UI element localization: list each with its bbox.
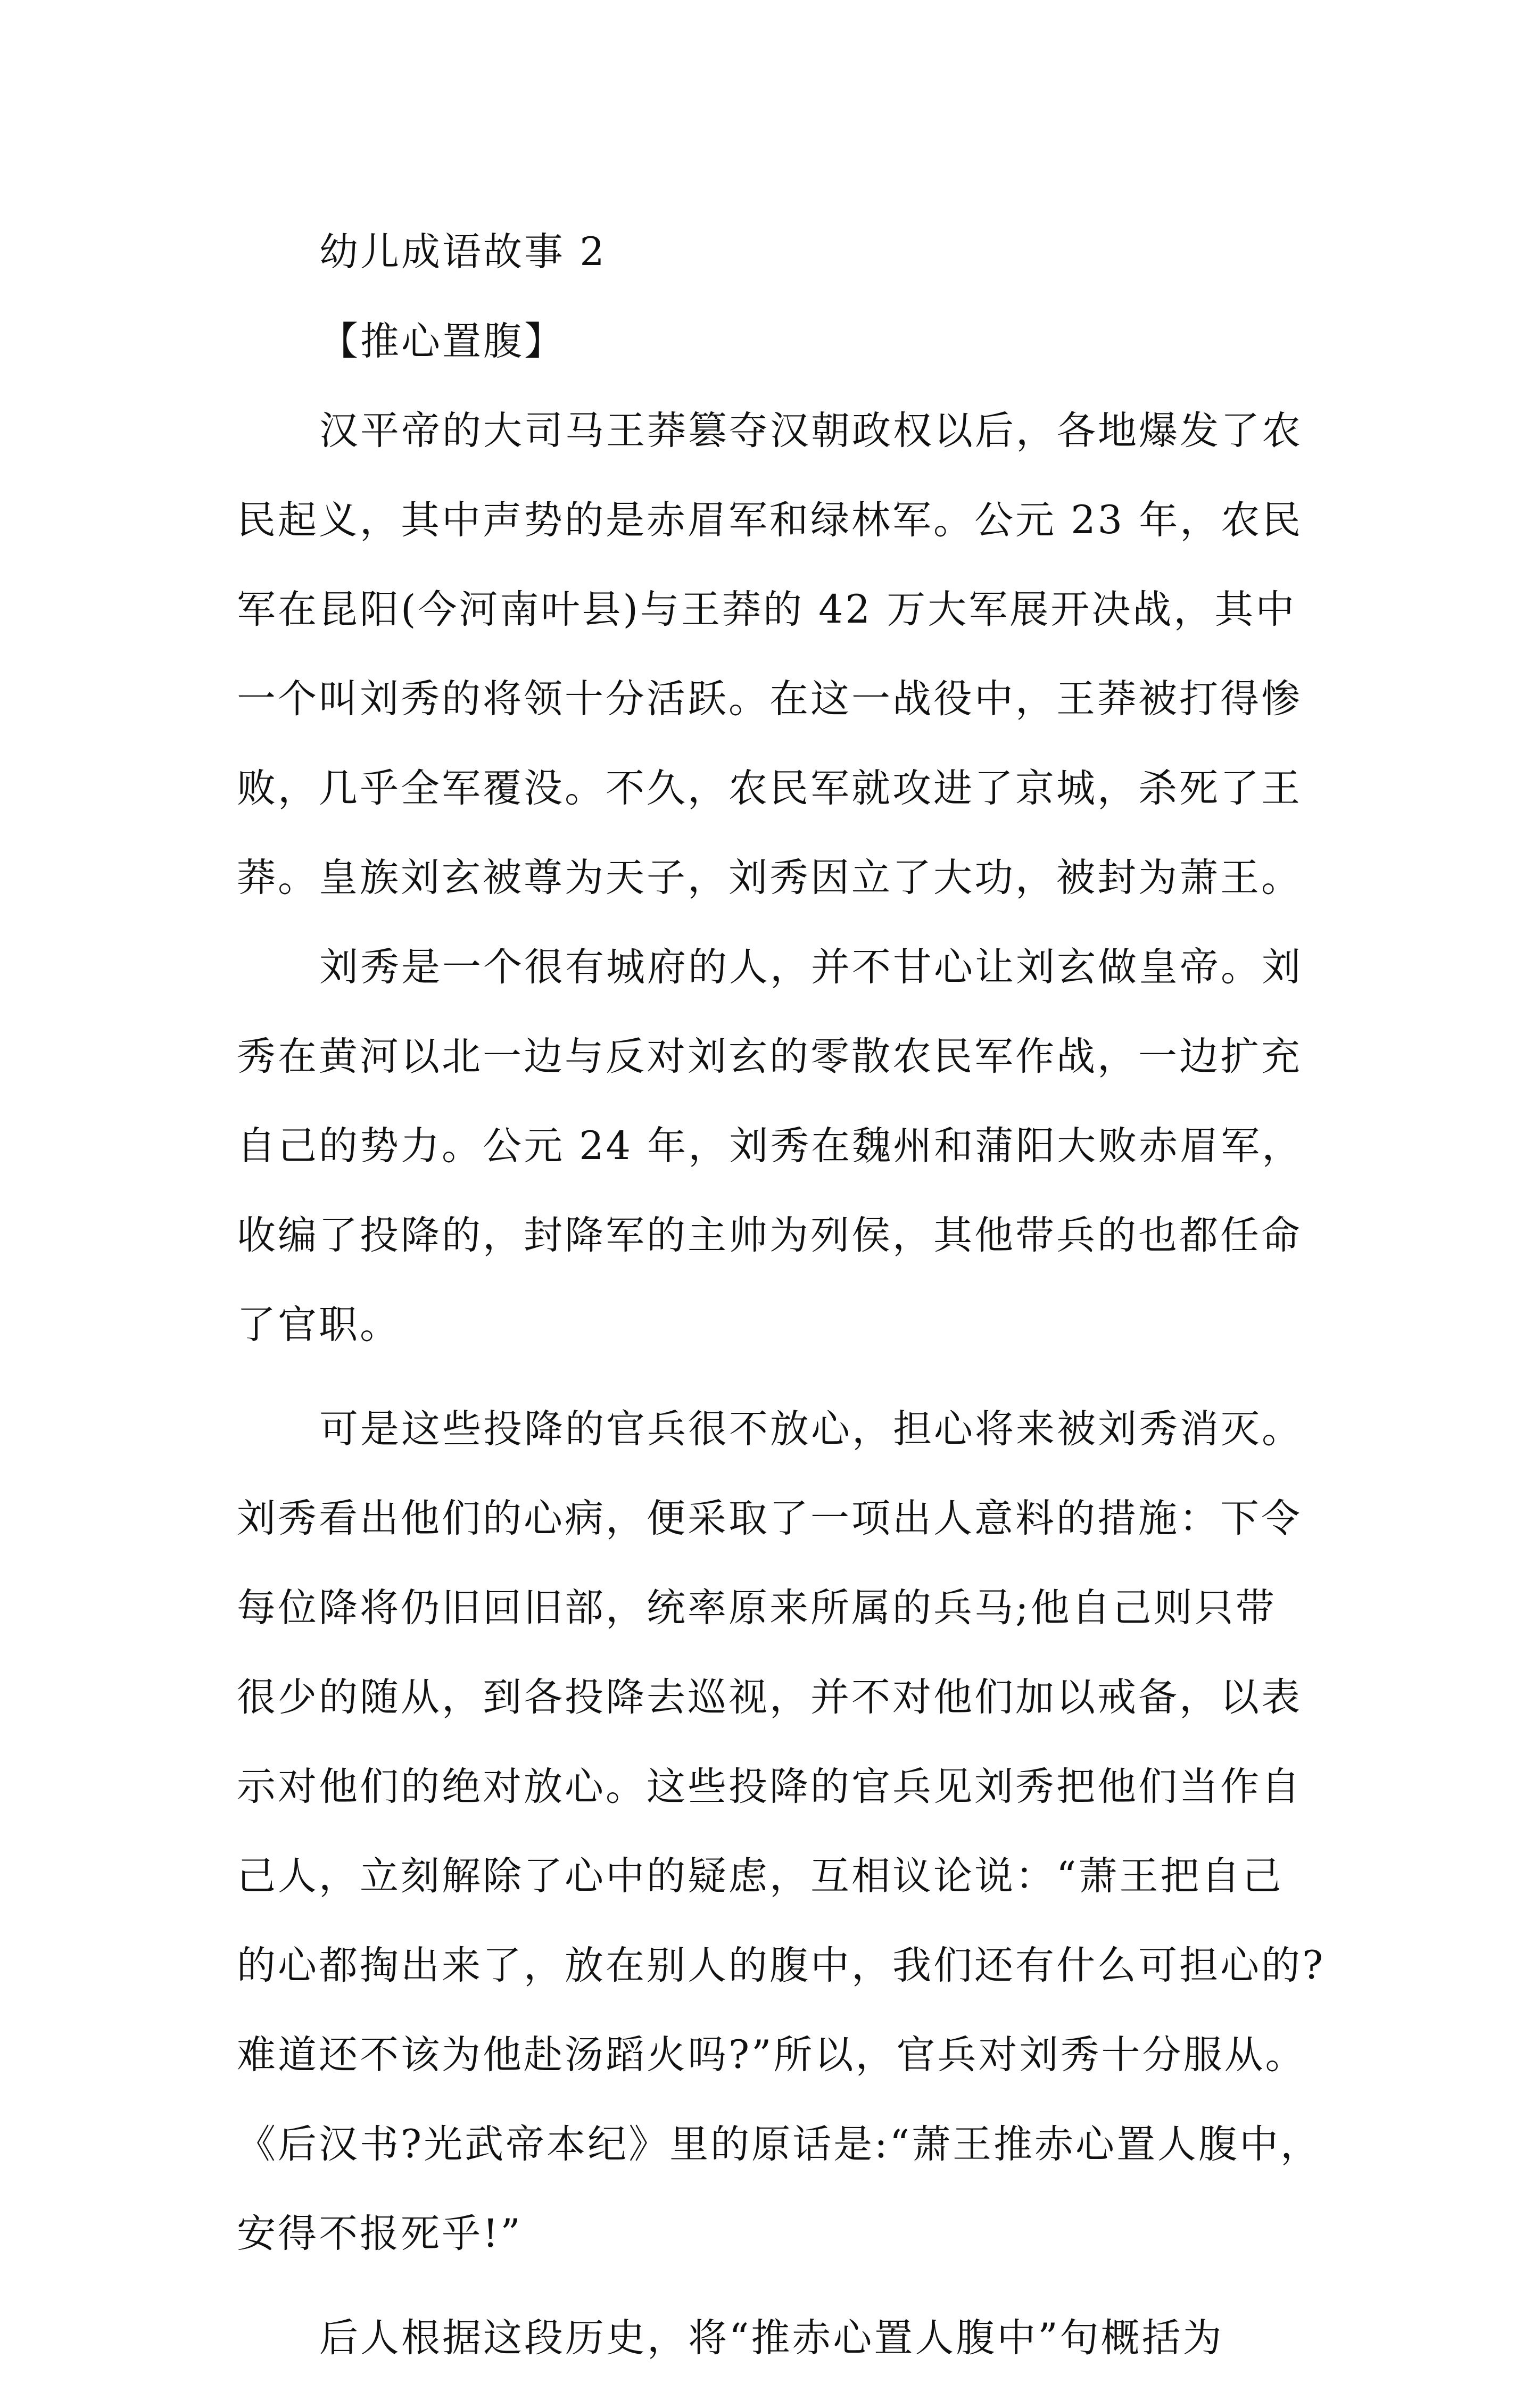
document-page <box>237 208 1360 2383</box>
text-line: 很少的随从，到各投降去巡视，并不对他们加以戒备，以表 <box>237 1675 1302 1720</box>
text-line: 《后汉书?光武帝本纪》里的原话是:“萧王推赤心置人腹中， <box>237 2122 1322 2167</box>
text-line: 安得不报死乎!” <box>237 2211 523 2256</box>
section-heading: 【推心置腹】 <box>319 319 565 364</box>
text-line: 刘秀看出他们的心病，便采取了一项出人意料的措施：下令 <box>237 1496 1302 1541</box>
text-line: 可是这些投降的官兵很不放心，担心将来被刘秀消灭。 <box>319 1406 1303 1452</box>
text-line: 汉平帝的大司马王莽篡夺汉朝政权以后，各地爆发了农 <box>319 408 1303 453</box>
document-title: 幼儿成语故事 2 <box>319 229 607 275</box>
text-line: 败，几乎全军覆没。不久，农民军就攻进了京城，杀死了王 <box>237 766 1302 811</box>
text-line: 己人，立刻解除了心中的疑虑，互相议论说：“萧王把自己 <box>237 1854 1284 1899</box>
text-line: 莽。皇族刘玄被尊为天子，刘秀因立了大功，被封为萧王。 <box>237 855 1302 900</box>
text-line: 后人根据这段历史，将“推赤心置人腹中”句概括为 <box>319 2315 1224 2361</box>
paragraph-4 <box>237 2294 1360 2383</box>
paragraph-2 <box>237 923 1360 1370</box>
text-line: 收编了投降的，封降军的主帅为列侯，其他带兵的也都任命 <box>237 1213 1302 1258</box>
text-line: 民起义，其中声势的是赤眉军和绿林军。公元 23 年，农民 <box>237 498 1303 543</box>
text-line: 的心都掏出来了，放在别人的腹中，我们还有什么可担心的? <box>237 1943 1326 1988</box>
paragraph-1 <box>237 386 1360 923</box>
text-line: 军在昆阳(今河南叶县)与王莽的 42 万大军展开决战，其中 <box>237 587 1297 632</box>
text-line: 示对他们的绝对放心。这些投降的官兵见刘秀把他们当作自 <box>237 1764 1302 1809</box>
text-line: 难道还不该为他赴汤蹈火吗?”所以，官兵对刘秀十分服从。 <box>237 2032 1306 2078</box>
text-line: 自己的势力。公元 24 年，刘秀在魏州和蒲阳大败赤眉军， <box>237 1123 1303 1169</box>
text-line: 一个叫刘秀的将领十分活跃。在这一战役中，王莽被打得惨 <box>237 676 1302 722</box>
text-line: 秀在黄河以北一边与反对刘玄的零散农民军作战，一边扩充 <box>237 1034 1302 1079</box>
text-line: 刘秀是一个很有城府的人，并不甘心让刘玄做皇帝。刘 <box>319 945 1303 990</box>
text-line: 每位降将仍旧回旧部，统率原来所属的兵马;他自己则只带 <box>237 1585 1277 1631</box>
text-line: 了官职。 <box>237 1302 401 1347</box>
paragraph-3 <box>237 1385 1360 2279</box>
